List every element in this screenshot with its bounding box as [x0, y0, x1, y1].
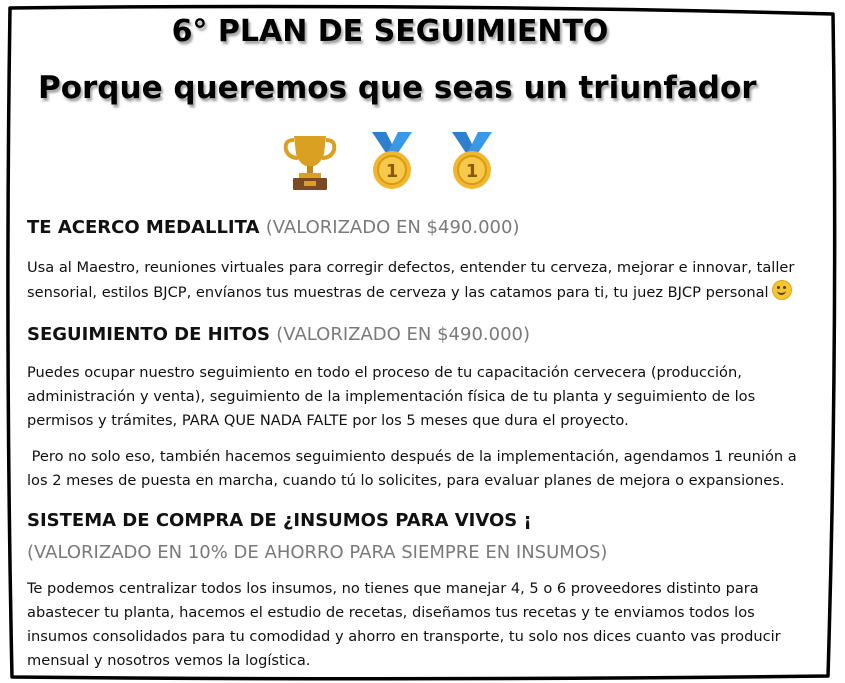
plan-content: [27, 214, 817, 673]
section-paragraph: Pero no solo eso, también hacemos seguimiento después de la implementación, agendamos 1 reunión a los 2 meses de puesta en marcha, cuando tú lo solicites, para evaluar planes de mejora o expansiones.: [27, 448, 802, 489]
page-title: 6° PLAN DE SEGUIMIENTO: [171, 14, 609, 49]
paragraph-text: Usa al Maestro, reuniones virtuales para corregir defectos, entender tu cerveza, mejorar e innovar, taller sensorial, estilos BJCP, envíanos tus muestras de cerveza y las catamos para ti, tu juez BJCP personal: [27, 259, 795, 301]
section-title: TE ACERCO MEDALLITA: [27, 217, 260, 238]
smiling-face-icon: [772, 280, 792, 300]
award-icons: [282, 130, 498, 192]
section-title: SEGUIMIENTO DE HITOS: [27, 324, 270, 345]
section-paragraph: [27, 256, 817, 305]
section-value: (VALORIZADO EN 10% DE AHORRO PARA SIEMPRE EN INSUMOS): [27, 542, 608, 563]
section-heading: [27, 214, 817, 242]
section-paragraph: Puedes ocupar nuestro seguimiento en todo el proceso de tu capacitación cervecera (producción, administración y venta), seguimiento de la implementación física de tu planta y seguimiento de los permisos y trámites, PARA QUE NADA FALTE por los 5 meses que dura el proyecto.: [27, 364, 756, 429]
section-heading: [27, 321, 817, 349]
section-value: (VALORIZADO EN $490.000): [276, 324, 530, 345]
section-value: (VALORIZADO EN $490.000): [265, 217, 520, 238]
gold-medal-icon: [366, 130, 418, 192]
section-heading: SISTEMA DE COMPRA DE ¿INSUMOS PARA VIVOS ¡: [27, 510, 532, 531]
trophy-icon: [282, 130, 338, 192]
svg-text:1: 1: [465, 161, 479, 182]
svg-text:1: 1: [385, 161, 399, 182]
gold-medal-icon: [446, 130, 498, 192]
section-paragraph: Te podemos centralizar todos los insumos, no tienes que manejar 4, 5 o 6 proveedores distinto para abastecer tu planta, hacemos el estudio de recetas, diseñamos tus recetas y te enviamos todos los insumos consolidados para tu comodidad y ahorro en transporte, tu solo nos dices cuanto vas producir mensual y nosotros vemos la logística.: [27, 580, 781, 669]
page-subtitle: Porque queremos que seas un triunfador: [38, 70, 757, 106]
